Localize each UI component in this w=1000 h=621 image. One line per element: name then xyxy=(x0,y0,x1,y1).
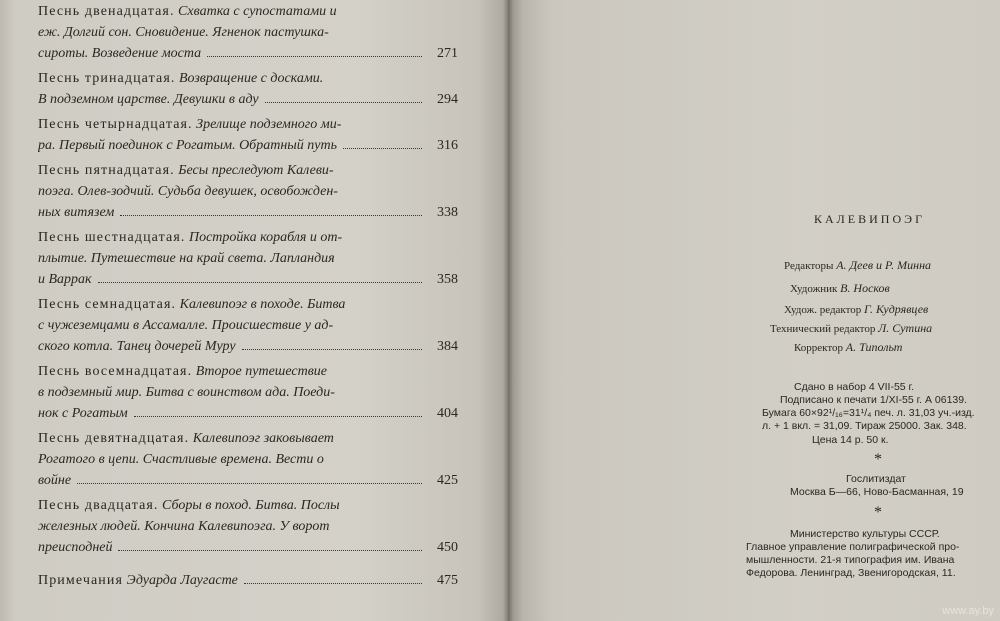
leader-dots xyxy=(98,282,422,283)
toc-description: в подземный мир. Битва с воинством ада. Поеди- xyxy=(38,385,335,400)
toc-description: войне xyxy=(38,473,72,488)
toc-line xyxy=(38,297,458,318)
leader-dots xyxy=(207,56,422,57)
ministry-line-2: Главное управление полиграфической про- xyxy=(746,541,960,553)
toc-entry xyxy=(38,297,458,360)
print-line-1: Сдано в набор 4 VII-55 г. xyxy=(794,381,915,393)
toc-description: Эдуарда Лаугасте xyxy=(126,573,238,588)
toc-entry xyxy=(38,431,458,494)
toc-line xyxy=(38,230,458,251)
separator-star-2: * xyxy=(874,504,882,521)
toc-heading: Примечания xyxy=(38,573,124,588)
toc-line xyxy=(38,498,458,519)
toc-entry xyxy=(38,573,458,594)
toc-description: Второе путешествие xyxy=(195,364,328,379)
tech-editor-line: Технический редактор Л. Сутина xyxy=(770,321,933,335)
ministry-line-3: мышленности. 21-я типография им. Ивана xyxy=(746,554,955,566)
separator-star-1: * xyxy=(874,451,882,468)
toc-heading: Песнь пятнадцатая. xyxy=(38,163,175,178)
leader-dots xyxy=(265,102,422,103)
page-number: 316 xyxy=(437,138,458,153)
artist-line: Художник В. Носков xyxy=(790,281,890,295)
toc-entry xyxy=(38,4,458,67)
toc-line xyxy=(38,573,458,594)
page-number: 384 xyxy=(437,339,458,354)
toc-line xyxy=(38,519,458,540)
toc-description: ского котла. Танец дочерей Муру xyxy=(38,339,236,354)
watermark: www.ay.by xyxy=(942,605,994,617)
toc-line xyxy=(38,540,458,561)
publisher-name: Гослитиздат xyxy=(846,473,906,485)
toc-description: сироты. Возведение моста xyxy=(38,46,202,61)
toc-description: Возвращение с досками. xyxy=(178,71,324,86)
print-line-5: Цена 14 р. 50 к. xyxy=(812,434,889,446)
print-line-3: Бумага 60×92¹/₁₆=31¹/₄ печ. л. 31,03 уч.-изд. xyxy=(762,407,975,419)
toc-description: и Варрак xyxy=(38,272,92,287)
toc-entry xyxy=(38,163,458,226)
toc-heading: Песнь тринадцатая. xyxy=(38,71,176,86)
table-of-contents xyxy=(38,4,458,598)
toc-line xyxy=(38,452,458,473)
page-number: 404 xyxy=(437,406,458,421)
toc-line xyxy=(38,406,458,427)
toc-heading: Песнь двадцатая. xyxy=(38,498,159,513)
leader-dots xyxy=(244,583,422,584)
page-number: 358 xyxy=(437,272,458,287)
toc-entry xyxy=(38,364,458,427)
toc-line xyxy=(38,272,458,293)
toc-description: ра. Первый поединок с Рогатым. Обратный путь xyxy=(38,138,337,153)
ministry-line-1: Министерство культуры СССР. xyxy=(790,528,940,540)
toc-entry xyxy=(38,117,458,159)
book-title: КАЛЕВИПОЭГ xyxy=(814,212,925,226)
publisher-address: Москва Б—66, Ново-Басманная, 19 xyxy=(790,486,964,498)
toc-description: плытие. Путешествие на край света. Лапландия xyxy=(38,251,335,266)
toc-line xyxy=(38,138,458,159)
proofreader-line: Корректор А. Типольт xyxy=(794,340,903,354)
toc-description: нок с Рогатым xyxy=(38,406,128,421)
print-line-2: Подписано к печати 1/XI-55 г. А 06139. xyxy=(780,394,968,406)
print-line-4: л. + 1 вкл. = 31,09. Тираж 25000. Зак. 348. xyxy=(762,420,967,432)
toc-line xyxy=(38,339,458,360)
page-number: 450 xyxy=(437,540,458,555)
toc-line xyxy=(38,473,458,494)
toc-line xyxy=(38,364,458,385)
toc-heading: Песнь семнадцатая. xyxy=(38,297,177,312)
toc-heading: Песнь четырнадцатая. xyxy=(38,117,193,132)
toc-description: Зрелище подземного ми- xyxy=(196,117,342,132)
leader-dots xyxy=(120,215,422,216)
toc-line xyxy=(38,71,458,92)
toc-line xyxy=(38,251,458,272)
toc-description: Постройка корабля и от- xyxy=(188,230,343,245)
editors-line: Редакторы А. Деев и Р. Минна xyxy=(784,258,932,272)
art-editor-line: Худож. редактор Г. Кудрявцев xyxy=(784,302,929,316)
toc-description: поэга. Олев-зодчий. Судьба девушек, освобожден- xyxy=(38,184,338,199)
leader-dots xyxy=(343,148,422,149)
toc-description: с чужеземцами в Ассамалле. Происшествие у ад- xyxy=(38,318,334,333)
page-number: 338 xyxy=(437,205,458,220)
right-page xyxy=(508,0,1000,621)
ministry-line-4: Федорова. Ленинград, Звенигородская, 11. xyxy=(746,567,956,579)
leader-dots xyxy=(77,483,422,484)
toc-description: Сборы в поход. Битва. Послы xyxy=(162,498,340,513)
page-number: 294 xyxy=(437,92,458,107)
toc-heading: Песнь девятнадцатая. xyxy=(38,431,190,446)
toc-description: В подземном царстве. Девушки в аду xyxy=(38,92,259,107)
toc-entry xyxy=(38,71,458,113)
toc-line xyxy=(38,318,458,339)
page-number: 475 xyxy=(437,573,458,588)
page-number: 425 xyxy=(437,473,458,488)
toc-line xyxy=(38,46,458,67)
toc-line xyxy=(38,4,458,25)
toc-description: железных людей. Кончина Калевипоэга. У ворот xyxy=(38,519,330,534)
toc-description: Калевипоэг заковывает xyxy=(192,431,334,446)
leader-dots xyxy=(242,349,422,350)
leader-dots xyxy=(134,416,422,417)
toc-entry xyxy=(38,498,458,561)
toc-heading: Песнь шестнадцатая. xyxy=(38,230,186,245)
toc-line xyxy=(38,92,458,113)
toc-entry xyxy=(38,230,458,293)
toc-description: Схватка с супостатами и xyxy=(178,4,337,19)
toc-description: Рогатого в цепи. Счастливые времена. Вести о xyxy=(38,452,324,467)
toc-line xyxy=(38,25,458,46)
leader-dots xyxy=(118,550,422,551)
toc-heading: Песнь восемнадцатая. xyxy=(38,364,193,379)
editors-names: А. Деев и Р. Минна xyxy=(836,258,932,272)
toc-line xyxy=(38,163,458,184)
toc-description: еж. Долгий сон. Сновидение. Ягненок пастушка- xyxy=(38,25,329,40)
toc-description: Калевипоэг в походе. Битва xyxy=(179,297,346,312)
toc-line xyxy=(38,431,458,452)
toc-line xyxy=(38,385,458,406)
book-gutter xyxy=(503,0,513,621)
page-number: 271 xyxy=(437,46,458,61)
toc-line xyxy=(38,184,458,205)
toc-line xyxy=(38,205,458,226)
toc-description: Бесы преследуют Калеви- xyxy=(178,163,334,178)
toc-line xyxy=(38,117,458,138)
toc-heading: Песнь двенадцатая. xyxy=(38,4,175,19)
toc-description: преисподней xyxy=(38,540,113,555)
toc-description: ных витязем xyxy=(38,205,115,220)
